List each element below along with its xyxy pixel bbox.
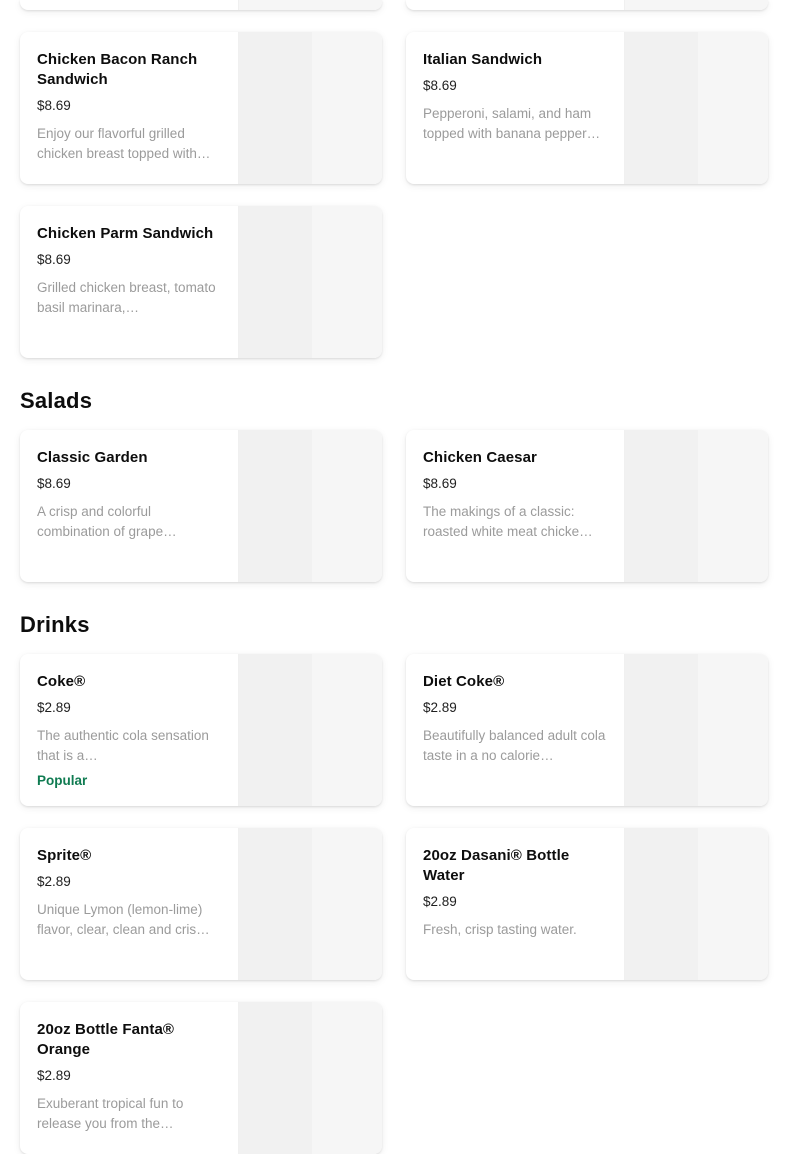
- menu-item-image: [238, 1002, 382, 1154]
- menu-item-price: $8.69: [423, 78, 457, 93]
- menu-item-image: [238, 828, 382, 980]
- menu-item-price: $2.89: [37, 700, 71, 715]
- menu-item-card[interactable]: [20, 828, 382, 980]
- menu-item-image: [624, 654, 768, 806]
- menu-item-description: The makings of a classic: roasted white meat chicke…: [423, 504, 593, 539]
- menu-item-image: [238, 430, 382, 582]
- menu-item-name: 20oz Dasani® Bottle Water: [423, 847, 570, 884]
- menu-item-image: [624, 430, 768, 582]
- menu-item-price: $8.69: [37, 98, 71, 113]
- menu-item-price: $2.89: [423, 894, 457, 909]
- menu-item-price: $8.69: [37, 476, 71, 491]
- menu-item-card-partial[interactable]: [406, 0, 768, 10]
- menu-item-card[interactable]: [20, 654, 382, 806]
- menu-item-info: [406, 654, 624, 806]
- menu-item-image: [238, 0, 382, 10]
- menu-item-name: Chicken Parm Sandwich: [37, 225, 214, 242]
- menu-section-salads-grid: [20, 430, 784, 582]
- menu-item-info: [406, 0, 624, 10]
- menu-item-name: Classic Garden: [37, 449, 148, 466]
- menu-section-sandwiches-grid: [20, 32, 784, 358]
- menu-item-description: Enjoy our flavorful grilled chicken breast topped with…: [37, 126, 211, 161]
- section-heading-drinks: Drinks: [20, 612, 90, 637]
- menu-item-card[interactable]: [20, 430, 382, 582]
- menu-item-description: Exuberant tropical fun to release you from the…: [37, 1096, 184, 1131]
- menu-item-info: [406, 430, 624, 582]
- menu-item-card-partial[interactable]: [20, 0, 382, 10]
- menu-item-name: Chicken Caesar: [423, 449, 537, 466]
- menu-item-price: $2.89: [423, 700, 457, 715]
- menu-item-name: Chicken Bacon Ranch Sandwich: [37, 51, 198, 88]
- menu-item-price: $8.69: [37, 252, 71, 267]
- menu-item-name: Coke®: [37, 673, 86, 690]
- menu-item-description: The authentic cola sensation that is a…: [37, 728, 209, 763]
- menu-item-image: [238, 654, 382, 806]
- menu-section-drinks-grid: [20, 654, 784, 1154]
- menu-item-description: Beautifully balanced adult cola taste in a no calorie…: [423, 728, 606, 763]
- menu-item-info: [20, 32, 238, 184]
- menu-item-info: [20, 206, 238, 358]
- menu-item-info: [20, 1002, 238, 1154]
- menu-item-card[interactable]: [20, 206, 382, 358]
- menu-item-card[interactable]: [406, 654, 768, 806]
- menu-item-image: [624, 828, 768, 980]
- menu-item-description: Unique Lymon (lemon-lime) flavor, clear, clean and cris…: [37, 902, 210, 937]
- menu-item-description: A crisp and colorful combination of grape…: [37, 504, 177, 539]
- menu-item-image: [238, 206, 382, 358]
- menu-item-info: [20, 0, 238, 10]
- menu-item-image: [624, 32, 768, 184]
- menu-item-info: [406, 828, 624, 980]
- menu-item-description: Pepperoni, salami, and ham topped with banana pepper…: [423, 106, 601, 141]
- menu-item-card[interactable]: [20, 32, 382, 184]
- menu-item-price: $8.69: [423, 476, 457, 491]
- menu-item-name: Italian Sandwich: [423, 51, 543, 68]
- menu-item-price: $2.89: [37, 1068, 71, 1083]
- menu-item-info: [20, 430, 238, 582]
- menu-item-name: Sprite®: [37, 847, 92, 864]
- menu-item-image: [624, 0, 768, 10]
- menu-item-card[interactable]: [406, 32, 768, 184]
- menu-item-price: $2.89: [37, 874, 71, 889]
- menu-item-card[interactable]: [406, 430, 768, 582]
- menu-item-info: [20, 654, 238, 806]
- menu-item-name: 20oz Bottle Fanta® Orange: [37, 1021, 175, 1058]
- menu-item-description: Grilled chicken breast, tomato basil marinara,…: [37, 280, 216, 315]
- section-heading-salads: Salads: [20, 388, 93, 413]
- menu-row-partial-top: [20, 0, 784, 10]
- menu-item-description: Fresh, crisp tasting water.: [423, 922, 577, 937]
- menu-item-name: Diet Coke®: [423, 673, 505, 690]
- menu-item-image: [238, 32, 382, 184]
- menu-item-info: [20, 828, 238, 980]
- menu-item-card[interactable]: [20, 1002, 382, 1154]
- menu-item-info: [406, 32, 624, 184]
- status-badge: Popular: [37, 773, 88, 788]
- menu-item-card[interactable]: [406, 828, 768, 980]
